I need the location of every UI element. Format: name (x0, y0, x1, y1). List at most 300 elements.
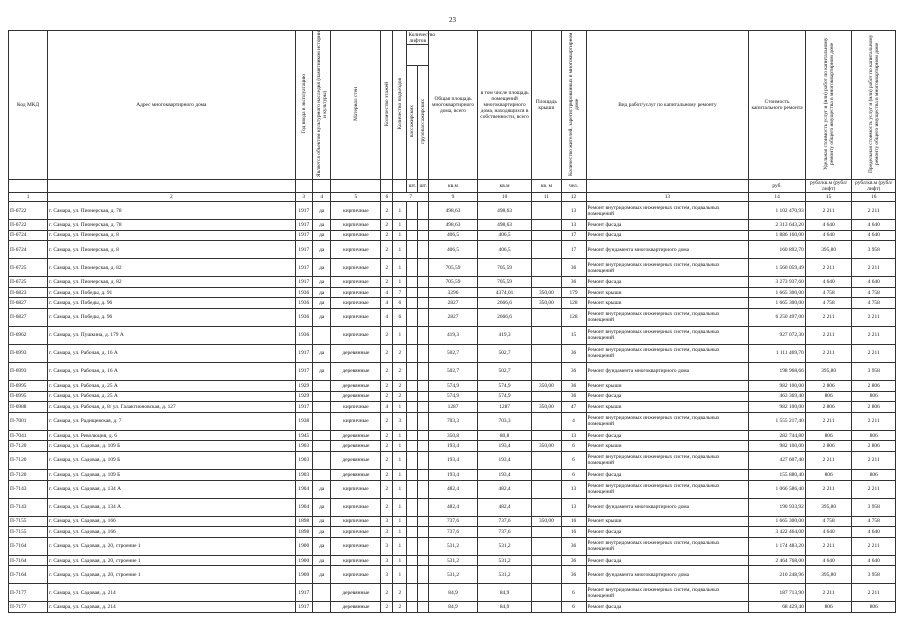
cell-kod: П-6993 (9, 344, 48, 362)
cell-walls: кирпичные (331, 527, 381, 538)
cell-year: 1917 (295, 202, 312, 220)
cell-ta: 703,3 (429, 412, 478, 430)
cell-res: 36 (561, 362, 586, 380)
cell-addr: г. Самара, ул. Рабочая, д. 25 А (48, 391, 296, 402)
cell-uc: 395,80 (805, 498, 852, 516)
cell-walls: деревянные (331, 430, 381, 441)
cell-her: да (312, 362, 330, 380)
cell-work: Ремонт внутридомовых инженерных систем, подвальных помещений (586, 451, 749, 469)
cell-ta: 531,2 (429, 555, 478, 566)
cell-uc: 2 211 (805, 584, 852, 602)
cell-her: да (312, 516, 330, 527)
cell-year: 1936 (295, 298, 312, 309)
cell-walls: кирпичные (331, 555, 381, 566)
cell-year: 1903 (295, 441, 312, 452)
cell-her (312, 451, 330, 469)
cell-her: да (312, 230, 330, 241)
cell-work: Ремонт крыши (586, 441, 749, 452)
cell-her (312, 584, 330, 602)
cell-cost: 982 100,00 (749, 441, 805, 452)
cell-mc: 3 958 (852, 241, 896, 259)
cell-year: 1938 (295, 412, 312, 430)
cell-ta: 482,4 (429, 480, 478, 498)
cell-mc: 2 211 (852, 412, 896, 430)
cell-addr: г. Самара, ул. Садовая, д. 109 Б (48, 441, 296, 452)
cell-uc: 395,80 (805, 362, 852, 380)
cell-work: Ремонт фундамента многоквартирного дома (586, 362, 749, 380)
cell-cost: 1 665 300,00 (749, 287, 805, 298)
cell-ra (532, 362, 561, 380)
cell-en: 2 (393, 362, 407, 380)
cell-en: 1 (393, 555, 407, 566)
cell-oa: 80,8 (477, 430, 531, 441)
cell-fl: 2 (381, 380, 393, 391)
header-max-cost: Предельная стоимость услуг и (или) работ по капитальному ремонту общего имущества в многоквартирном доме (852, 31, 896, 180)
cell-cost: 1 102 470,93 (749, 202, 805, 220)
cell-ra (532, 451, 561, 469)
cell-oa: 574,9 (477, 380, 531, 391)
cell-kod: П-6995 (9, 391, 48, 402)
cell-lp (407, 537, 418, 555)
cell-res: 6 (561, 441, 586, 452)
cell-addr: г. Самара, ул. Победы, д. 91 (48, 287, 296, 298)
cell-fl: 2 (381, 430, 393, 441)
header-floors: Количество этажей (381, 31, 393, 180)
cell-uc: 2 211 (805, 326, 852, 344)
cell-cost: 190 933,92 (749, 498, 805, 516)
unit-unit-cost: рубл/кв.м (рубл/лифт) (805, 180, 852, 193)
cell-walls: кирпичные (331, 259, 381, 277)
cell-lc (418, 402, 429, 413)
cell-addr: г. Самара, ул. Садовая, д. 214 (48, 602, 296, 613)
cell-ta: 482,4 (429, 498, 478, 516)
header-work-type: Вид работ/услуг по капитальному ремонту (586, 31, 749, 180)
cell-mc: 2 806 (852, 441, 896, 452)
cell-her: да (312, 480, 330, 498)
cell-ta: 498,63 (429, 202, 478, 220)
table-row (9, 344, 896, 362)
cell-res: 6 (561, 451, 586, 469)
cell-ra (532, 469, 561, 480)
cell-work: Ремонт внутридомовых инженерных систем, подвальных помещений (586, 202, 749, 220)
cell-uc: 2 211 (805, 344, 852, 362)
cell-ra (532, 326, 561, 344)
cell-oa: 406,5 (477, 230, 531, 241)
header-total-area: Общая площадь многоквартирного дома, всего (429, 31, 478, 180)
cell-oa: 193,4 (477, 451, 531, 469)
cell-her (312, 412, 330, 430)
cell-mc: 2 806 (852, 402, 896, 413)
cell-oa: 482,4 (477, 498, 531, 516)
cell-addr: г. Самара, ул. Революция, д. 6 (48, 430, 296, 441)
cell-lc (418, 537, 429, 555)
cell-walls: кирпичные (331, 537, 381, 555)
table-row (9, 326, 896, 344)
cell-ra (532, 527, 561, 538)
cell-walls: кирпичные (331, 230, 381, 241)
cell-walls: деревянные (331, 602, 381, 613)
cell-year: 1917 (295, 602, 312, 613)
cell-lp (407, 441, 418, 452)
header-lifts: Количество лифтов (408, 31, 436, 44)
cell-her: да (312, 527, 330, 538)
colnum: 13 (586, 193, 749, 202)
cell-oa: 1287 (477, 402, 531, 413)
cell-fl: 2 (381, 344, 393, 362)
cell-cost: 982 100,00 (749, 402, 805, 413)
cell-cost: 155 880,40 (749, 469, 805, 480)
cell-en: 2 (393, 391, 407, 402)
cell-year: 1917 (295, 230, 312, 241)
cell-year: 1898 (295, 516, 312, 527)
cell-fl: 2 (381, 326, 393, 344)
cell-uc: 806 (805, 602, 852, 613)
unit-total-area: кв.м (429, 180, 478, 193)
cell-lp (407, 344, 418, 362)
cell-addr: г. Самара, ул. Победы, д. 96 (48, 298, 296, 309)
unit-roof-area: кв. м (532, 180, 561, 193)
page-number: 23 (449, 16, 456, 24)
cell-res: 4 (561, 412, 586, 430)
cell-ra: 350,00 (532, 298, 561, 309)
cell-ra: 350,00 (532, 402, 561, 413)
cell-lc (418, 259, 429, 277)
cell-kod: П-7155 (9, 516, 48, 527)
cell-year: 1936 (295, 326, 312, 344)
cell-res: 16 (561, 527, 586, 538)
cell-fl: 4 (381, 308, 393, 326)
table-row (9, 441, 896, 452)
cell-lp (407, 391, 418, 402)
cell-addr: г. Самара, ул. Пионерская, д. 78 (48, 202, 296, 220)
cell-ta: 531,2 (429, 566, 478, 584)
cell-ta: 406,5 (429, 241, 478, 259)
cell-oa: 482,4 (477, 480, 531, 498)
cell-res: 17 (561, 230, 586, 241)
cell-en: 6 (393, 298, 407, 309)
cell-her: да (312, 308, 330, 326)
cell-uc: 2 806 (805, 441, 852, 452)
cell-fl: 2 (381, 602, 393, 613)
cell-year: 1917 (295, 584, 312, 602)
cell-oa: 84,9 (477, 584, 531, 602)
cell-walls: кирпичные (331, 298, 381, 309)
cell-lp (407, 566, 418, 584)
cell-res: 179 (561, 287, 586, 298)
cell-en: 1 (393, 537, 407, 555)
cell-lc (418, 220, 429, 231)
cell-year: 1903 (295, 469, 312, 480)
cell-en: 2 (393, 584, 407, 602)
cell-ta: 419,3 (429, 326, 478, 344)
cell-walls: кирпичные (331, 241, 381, 259)
cell-her (312, 602, 330, 613)
cell-cost: 2 464 768,00 (749, 555, 805, 566)
cell-her (312, 402, 330, 413)
cell-uc: 4 640 (805, 220, 852, 231)
cell-en: 1 (393, 230, 407, 241)
cell-uc: 395,80 (805, 241, 852, 259)
cell-mc: 806 (852, 602, 896, 613)
unit-max-cost: рубл/кв.м (рубл/лифт) (852, 180, 896, 193)
cell-kod: П-7177 (9, 584, 48, 602)
cell-her: да (312, 202, 330, 220)
header-cost: Стоимость капитального ремонта (749, 31, 805, 180)
cell-fl: 2 (381, 498, 393, 516)
cell-kod: П-6827 (9, 298, 48, 309)
cell-en: 1 (393, 402, 407, 413)
cell-cost: 1 665 300,00 (749, 298, 805, 309)
cell-cost: 1 066 586,40 (749, 480, 805, 498)
cell-kod: П-7164 (9, 566, 48, 584)
cell-walls: кирпичные (331, 566, 381, 584)
cell-year: 1898 (295, 527, 312, 538)
cell-kod: П-6993 (9, 362, 48, 380)
cell-year: 1900 (295, 537, 312, 555)
cell-en: 1 (393, 220, 407, 231)
colnum: 9 (429, 193, 478, 202)
cell-res: 36 (561, 555, 586, 566)
cell-work: Ремонт внутридомовых инженерных систем, подвальных помещений (586, 344, 749, 362)
cell-uc: 4 758 (805, 287, 852, 298)
cell-addr: г. Самара, ул. Рабочая, д. 16 А (48, 362, 296, 380)
cell-lc (418, 202, 429, 220)
cell-walls: деревянные (331, 469, 381, 480)
cell-lp (407, 202, 418, 220)
cell-res: 13 (561, 220, 586, 231)
cell-ra (532, 566, 561, 584)
table-row (9, 469, 896, 480)
cell-cost: 1 555 217,40 (749, 412, 805, 430)
cell-ra (532, 412, 561, 430)
table-row (9, 298, 896, 309)
cell-uc: 806 (805, 391, 852, 402)
cell-fl: 2 (381, 259, 393, 277)
cell-work: Ремонт фасада (586, 527, 749, 538)
cell-cost: 1 886 160,00 (749, 230, 805, 241)
cell-en: 1 (393, 566, 407, 584)
table-row (9, 362, 896, 380)
table-row (9, 498, 896, 516)
cell-mc: 2 211 (852, 326, 896, 344)
cell-lc (418, 308, 429, 326)
cell-kod: П-6988 (9, 402, 48, 413)
cell-kod: П-6722 (9, 202, 48, 220)
cell-lc (418, 344, 429, 362)
cell-addr: г. Самара, ул. Садовая, д. 134 А (48, 498, 296, 516)
cell-work: Ремонт внутридомовых инженерных систем, подвальных помещений (586, 480, 749, 498)
cell-lp (407, 527, 418, 538)
cell-res: 6 (561, 602, 586, 613)
cell-ra (532, 220, 561, 231)
cell-work: Ремонт фасада (586, 469, 749, 480)
cell-her: да (312, 220, 330, 231)
header-kod: Код МКД (9, 31, 48, 180)
cell-year: 1945 (295, 430, 312, 441)
table-row (9, 537, 896, 555)
cell-en: 1 (393, 480, 407, 498)
cell-ra (532, 498, 561, 516)
cell-fl: 2 (381, 230, 393, 241)
cell-en: 1 (393, 326, 407, 344)
cell-res: 36 (561, 566, 586, 584)
cell-work: Ремонт внутридомовых инженерных систем, подвальных помещений (586, 326, 749, 344)
colnum: 6 (381, 193, 393, 202)
cell-addr: г. Самара, ул. Пионерская, д. 78 (48, 220, 296, 231)
cell-lp (407, 380, 418, 391)
cell-oa: 4374,01 (477, 287, 531, 298)
cell-oa: 502,7 (477, 362, 531, 380)
cell-her: да (312, 287, 330, 298)
cell-mc: 806 (852, 430, 896, 441)
cell-kod: П-7155 (9, 527, 48, 538)
cell-lc (418, 412, 429, 430)
cell-ra (532, 391, 561, 402)
cell-mc: 806 (852, 391, 896, 402)
cell-ta: 2827 (429, 298, 478, 309)
cell-her: да (312, 259, 330, 277)
cell-lp (407, 326, 418, 344)
cell-fl: 3 (381, 566, 393, 584)
cell-lp (407, 362, 418, 380)
table-row (9, 308, 896, 326)
cell-mc: 3 958 (852, 566, 896, 584)
cell-ta: 84,9 (429, 602, 478, 613)
cell-cost: 463 369,40 (749, 391, 805, 402)
cell-oa: 84,9 (477, 602, 531, 613)
cell-res: 36 (561, 391, 586, 402)
cell-work: Ремонт крыши (586, 516, 749, 527)
cell-fl: 4 (381, 287, 393, 298)
cell-oa: 531,2 (477, 537, 531, 555)
cell-walls: кирпичные (331, 277, 381, 288)
cell-fl: 2 (381, 391, 393, 402)
colnum: 11 (532, 193, 561, 202)
cell-ra (532, 480, 561, 498)
cell-addr: г. Самара, ул. Победы, д. 96 (48, 308, 296, 326)
cell-lp (407, 498, 418, 516)
cell-uc: 806 (805, 469, 852, 480)
cell-uc: 2 211 (805, 480, 852, 498)
cell-uc: 2 211 (805, 308, 852, 326)
cell-lp (407, 412, 418, 430)
cell-kod: П-7001 (9, 412, 48, 430)
cell-uc: 2 211 (805, 451, 852, 469)
header-owned-area: в том числе площадь помещений многоквартирного дома, находящихся в собственности, всего (477, 31, 531, 180)
cell-fl: 3 (381, 537, 393, 555)
cell-year: 1936 (295, 308, 312, 326)
cell-en: 6 (393, 308, 407, 326)
cell-res: 15 (561, 326, 586, 344)
cell-lc (418, 430, 429, 441)
cell-fl: 4 (381, 298, 393, 309)
cell-kod: П-7143 (9, 480, 48, 498)
cell-ta: 3296 (429, 287, 478, 298)
cell-ta: 705,59 (429, 259, 478, 277)
cell-en: 1 (393, 451, 407, 469)
cell-en: 1 (393, 241, 407, 259)
header-address: Адрес многоквартирного дома (48, 31, 296, 180)
cell-her (312, 380, 330, 391)
cell-lc (418, 555, 429, 566)
cell-mc: 4 640 (852, 277, 896, 288)
cell-walls: деревянные (331, 380, 381, 391)
cell-lc (418, 516, 429, 527)
cell-ta: 502,7 (429, 362, 478, 380)
cell-year: 1900 (295, 566, 312, 584)
cell-ra (532, 430, 561, 441)
colnum: 10 (477, 193, 531, 202)
table-row (9, 220, 896, 231)
cell-lp (407, 287, 418, 298)
cell-kod: П-6725 (9, 277, 48, 288)
colnum: 2 (48, 193, 296, 202)
cell-lp (407, 230, 418, 241)
cell-res: 36 (561, 344, 586, 362)
cell-ta: 737,6 (429, 516, 478, 527)
cell-en: 1 (393, 430, 407, 441)
cell-cost: 210 248,96 (749, 566, 805, 584)
cell-uc: 4 640 (805, 555, 852, 566)
cell-en: 3 (393, 412, 407, 430)
cell-ta: 531,2 (429, 537, 478, 555)
cell-lc (418, 277, 429, 288)
cell-ta: 406,5 (429, 230, 478, 241)
cell-mc: 806 (852, 469, 896, 480)
cell-addr: г. Самара, ул. Пионерская, д. 8 (48, 241, 296, 259)
colnum: 12 (561, 193, 586, 202)
table-row (9, 516, 896, 527)
cell-walls: кирпичные (331, 412, 381, 430)
cell-her: да (312, 298, 330, 309)
cell-cost: 3 422 464,00 (749, 527, 805, 538)
cell-ta: 502,7 (429, 344, 478, 362)
cell-kod: П-7177 (9, 602, 48, 613)
cell-lc (418, 602, 429, 613)
cell-her: да (312, 344, 330, 362)
cell-work: Ремонт фасада (586, 230, 749, 241)
cell-kod: П-6823 (9, 287, 48, 298)
cell-mc: 4 640 (852, 555, 896, 566)
colnum: 1 (9, 193, 48, 202)
cell-addr: г. Самара, ул. Садовая, д. 20, строение 1 (48, 566, 296, 584)
cell-oa: 2666,6 (477, 298, 531, 309)
cell-mc: 4 758 (852, 516, 896, 527)
cell-ta: 574,9 (429, 391, 478, 402)
cell-lp (407, 469, 418, 480)
cell-work: Ремонт внутридомовых инженерных систем, подвальных помещений (586, 584, 749, 602)
cell-lp (407, 584, 418, 602)
cell-fl: 2 (381, 480, 393, 498)
colnum: 3 (295, 193, 312, 202)
cell-walls: деревянные (331, 362, 381, 380)
cell-work: Ремонт крыши (586, 380, 749, 391)
cell-ta: 574,9 (429, 380, 478, 391)
cell-work: Ремонт внутридомовых инженерных систем, подвальных помещений (586, 537, 749, 555)
cell-en: 1 (393, 498, 407, 516)
cell-oa: 498,63 (477, 220, 531, 231)
cell-ra (532, 584, 561, 602)
cell-ra: 350,00 (532, 380, 561, 391)
cell-mc: 2 211 (852, 480, 896, 498)
cell-addr: г. Самара, ул. Пушкина, д. 179 А (48, 326, 296, 344)
cell-work: Ремонт фасада (586, 430, 749, 441)
cell-lp (407, 451, 418, 469)
cell-res: 13 (561, 480, 586, 498)
cell-fl: 2 (381, 362, 393, 380)
cell-ra (532, 259, 561, 277)
cell-addr: г. Самара, ул. Пионерская, д. 82 (48, 259, 296, 277)
